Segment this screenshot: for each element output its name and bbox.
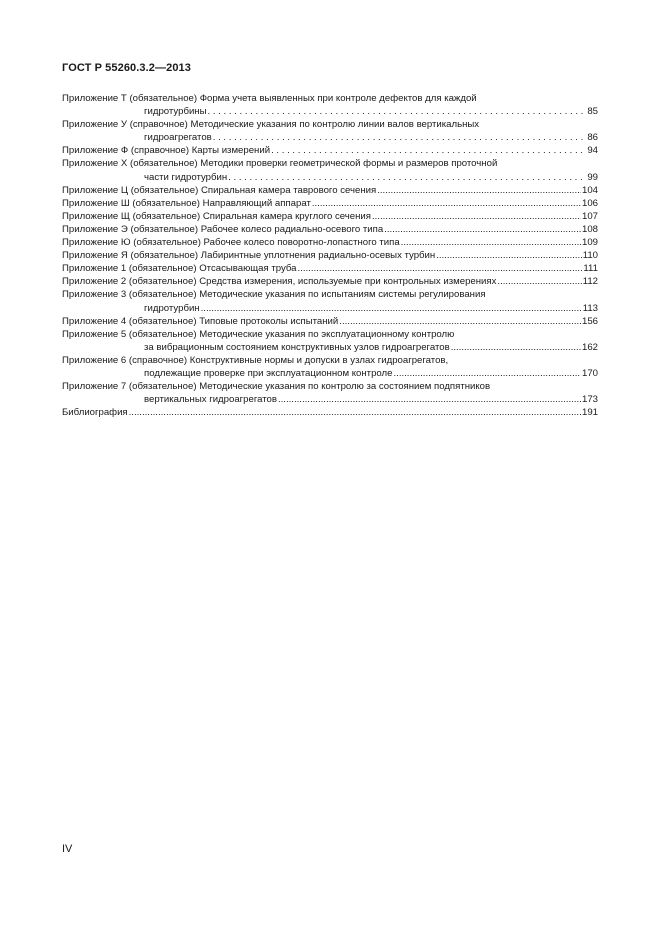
toc-line <box>62 92 598 105</box>
toc-entry-title: Приложение 4 (обязательное) Типовые протоколы испытаний <box>62 315 339 327</box>
dot-leader <box>129 406 581 419</box>
toc-line <box>62 288 598 301</box>
toc-line <box>62 354 598 367</box>
toc-page-number: 111 <box>583 263 598 275</box>
toc-entry <box>62 223 598 236</box>
toc-entry-title: части гидротурбин <box>144 171 228 183</box>
toc-entry <box>62 406 598 419</box>
toc-entry <box>62 210 598 223</box>
toc-page-number: 94 <box>587 145 598 157</box>
toc-entry <box>62 328 598 354</box>
toc-page-number: 104 <box>581 184 598 196</box>
toc-page-number: 156 <box>581 315 598 327</box>
toc-line <box>62 406 598 419</box>
toc-entry <box>62 249 598 262</box>
toc-entry-title: Приложение У (справочное) Методические указания по контролю линии валов вертикальных <box>62 119 480 131</box>
toc-entry <box>62 354 598 380</box>
dot-leader <box>228 171 586 184</box>
dot-leader <box>339 315 581 328</box>
toc-line <box>62 302 598 315</box>
toc-entry <box>62 315 598 328</box>
toc-entry-title: Приложение Х (обязательное) Методики проверки геометрической формы и размеров проточной <box>62 158 498 170</box>
dot-leader <box>372 210 581 223</box>
dot-leader <box>393 367 581 380</box>
dot-leader <box>278 393 581 406</box>
toc-page-number: 173 <box>581 394 598 406</box>
toc-line <box>62 197 598 210</box>
toc-line <box>62 393 598 406</box>
toc-page-number: 191 <box>581 407 598 419</box>
dot-leader <box>401 236 581 249</box>
toc-entry-title: вертикальных гидроагрегатов <box>144 394 277 406</box>
toc-entry-title: подлежащие проверке при эксплуатационном контроле <box>144 367 393 379</box>
toc-line <box>62 328 598 341</box>
toc-entry-title: Приложение 5 (обязательное) Методические указания по эксплуатационному контролю <box>62 328 455 340</box>
toc-line <box>62 157 598 170</box>
dot-leader <box>497 275 581 288</box>
toc-entry <box>62 275 598 288</box>
dot-leader <box>312 197 581 210</box>
toc-entry <box>62 262 598 275</box>
dot-leader <box>377 184 581 197</box>
toc-page-number: 162 <box>581 341 598 353</box>
toc-entry-title: Приложение Ц (обязательное) Спиральная камера таврового сечения <box>62 184 377 196</box>
dot-leader <box>451 341 581 354</box>
toc-line <box>62 144 598 157</box>
toc-line <box>62 171 598 184</box>
toc-page-number: 85 <box>587 106 598 118</box>
toc-line <box>62 315 598 328</box>
toc-entry <box>62 144 598 157</box>
toc-line <box>62 275 598 288</box>
toc-entry <box>62 118 598 144</box>
toc-entry-title: Приложение Я (обязательное) Лабиринтные уплотнения радиально-осевых турбин <box>62 250 436 262</box>
toc-page-number: 112 <box>582 276 598 288</box>
document-header: ГОСТ Р 55260.3.2—2013 <box>62 62 191 74</box>
table-of-contents <box>62 92 598 419</box>
toc-entry-title: Приложение Ю (обязательное) Рабочее колесо поворотно-лопастного типа <box>62 237 400 249</box>
toc-entry-title: Библиография <box>62 407 128 419</box>
toc-page-number: 113 <box>582 302 598 314</box>
dot-leader <box>213 131 587 144</box>
toc-entry-title: гидроагрегатов <box>144 132 212 144</box>
toc-entry-title: Приложение Ф (справочное) Карты измерений <box>62 145 271 157</box>
toc-entry-title: Приложение Щ (обязательное) Спиральная камера круглого сечения <box>62 210 371 222</box>
toc-line <box>62 262 598 275</box>
toc-line <box>62 249 598 262</box>
toc-line <box>62 223 598 236</box>
toc-entry-title: Приложение Т (обязательное) Форма учета выявленных при контроле дефектов для каждой <box>62 93 477 104</box>
toc-line <box>62 184 598 197</box>
toc-entry-title: Приложение Ш (обязательное) Направляющий аппарат <box>62 197 311 209</box>
toc-line <box>62 118 598 131</box>
toc-entry <box>62 197 598 210</box>
toc-line <box>62 131 598 144</box>
toc-line <box>62 210 598 223</box>
toc-entry <box>62 157 598 183</box>
page-number: IV <box>62 843 73 855</box>
toc-entry-title: Приложение 1 (обязательное) Отсасывающая труба <box>62 263 297 275</box>
toc-line <box>62 105 598 118</box>
toc-entry <box>62 380 598 406</box>
toc-page-number: 107 <box>581 210 598 222</box>
dot-leader <box>208 105 587 118</box>
toc-entry-title: гидротурбин <box>144 302 200 314</box>
toc-entry <box>62 184 598 197</box>
toc-page-number: 170 <box>581 367 598 379</box>
toc-line <box>62 236 598 249</box>
toc-entry-title: Приложение Э (обязательное) Рабочее колесо радиально-осевого типа <box>62 223 384 235</box>
toc-page-number: 110 <box>582 250 598 262</box>
toc-entry <box>62 288 598 314</box>
toc-entry-title: за вибрационным состоянием конструктивных узлов гидроагрегатов <box>144 341 450 353</box>
dot-leader <box>384 223 581 236</box>
toc-page-number: 108 <box>581 223 598 235</box>
toc-entry <box>62 92 598 118</box>
toc-entry-title: гидротурбины <box>144 106 207 118</box>
toc-page-number: 99 <box>587 171 598 183</box>
toc-entry <box>62 236 598 249</box>
dot-leader <box>201 302 582 315</box>
toc-line <box>62 341 598 354</box>
dot-leader <box>298 262 583 275</box>
dot-leader <box>271 144 586 157</box>
toc-line <box>62 380 598 393</box>
toc-page-number: 106 <box>581 197 598 209</box>
toc-page-number: 86 <box>587 132 598 144</box>
toc-page-number: 109 <box>581 237 598 249</box>
toc-entry-title: Приложение 7 (обязательное) Методические указания по контролю за состоянием подпятников <box>62 381 491 393</box>
toc-entry-title: Приложение 2 (обязательное) Средства измерения, используемые при контрольных измерениях <box>62 276 497 288</box>
dot-leader <box>436 249 581 262</box>
toc-line <box>62 367 598 380</box>
toc-entry-title: Приложение 3 (обязательное) Методические указания по испытаниям системы регулирования <box>62 289 486 301</box>
toc-entry-title: Приложение 6 (справочное) Конструктивные нормы и допуски в узлах гидроагрегатов, <box>62 354 449 366</box>
